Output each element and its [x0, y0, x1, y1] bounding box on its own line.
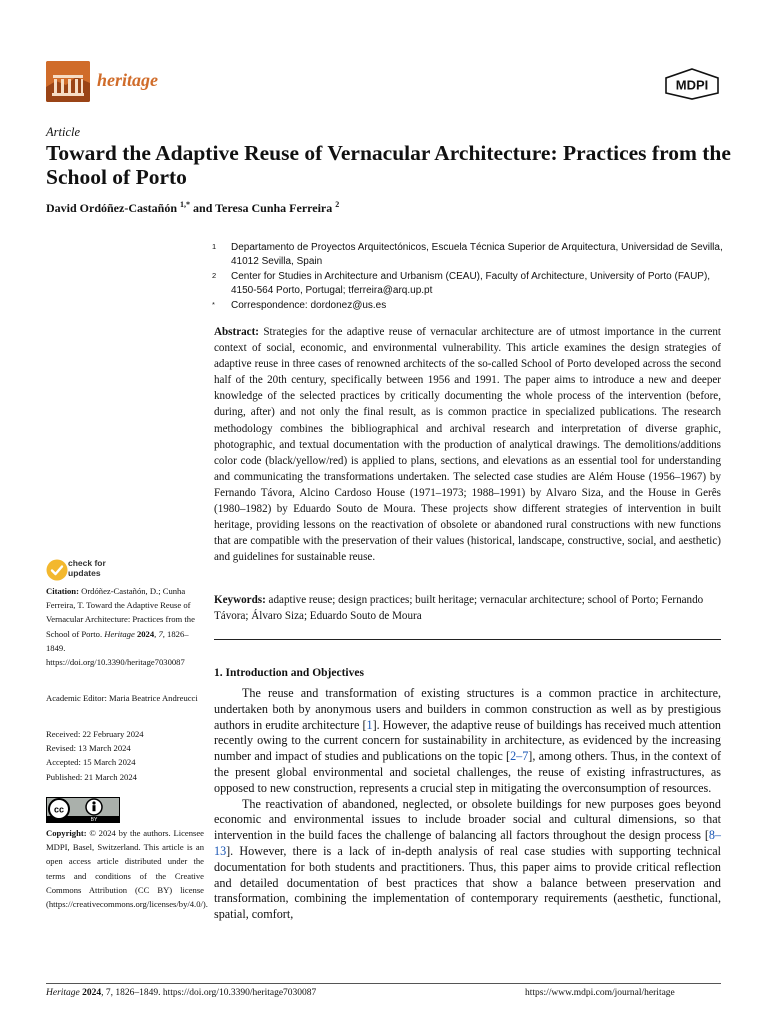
date-received: Received: 22 February 2024 — [46, 729, 144, 739]
keywords-text: adaptive reuse; design practices; built heritage; vernacular architecture; school of Porto; Fernando Távora; Álvaro Siza; Eduardo Souto de Moura — [214, 594, 704, 623]
affiliation-item — [212, 241, 727, 269]
copyright-notice: Copyright: © 2024 by the authors. Licensee MDPI, Basel, Switzerland. This article is an open access article distributed under the terms and conditions of the Creative Commons Attribution (CC BY) license (https://creativecommons.org/licenses/by/4.0/). — [46, 828, 208, 910]
affiliation-mark: * — [212, 300, 215, 309]
footer-url[interactable]: https://www.mdpi.com/journal/heritage — [525, 988, 675, 998]
section-heading: 1. Introduction and Objectives — [214, 667, 364, 679]
check-updates-icon — [46, 559, 68, 581]
academic-editor: Academic Editor: Maria Beatrice Andreucci — [46, 693, 198, 703]
abstract — [214, 324, 721, 565]
author-affiliation-mark: 2 — [335, 200, 340, 209]
date-accepted: Accepted: 15 March 2024 — [46, 757, 136, 768]
article-title: Toward the Adaptive Reuse of Vernacular Architecture: Practices from the School of Porto — [46, 141, 731, 189]
paragraph: The reuse and transformation of existing structures is a common practice in architecture, undertaken both by anonymous users and builders in common construction as well as by prestigious authors in erudite architecture [1]. However, the adaptive reuse of buildings has received much attention recently owing to the current concern for sustainability in architecture, as evidenced by the increasing number and impact of studies and publications on the topic [2–7], among others. Thus, in the context of the present global environmental and societal challenges, the reuse of existing infrastructures, as opposed to new construction, represents a crucial step in mitigating the overconsumption of resources. — [214, 686, 722, 795]
citation-link[interactable]: 8–13 — [214, 828, 721, 858]
svg-text:cc: cc — [53, 804, 65, 815]
mdpi-logo — [664, 68, 720, 100]
copyright-label: Copyright: — [46, 828, 87, 838]
author-name: David Ordóñez-Castañón — [46, 201, 178, 215]
affiliation-item — [212, 270, 727, 298]
abstract-label: Abstract: — [214, 326, 259, 338]
author-list — [46, 200, 339, 216]
check-for-updates-button[interactable] — [46, 558, 186, 582]
journal-name: heritage — [97, 70, 158, 90]
affiliation-text: Center for Studies in Architecture and Urbanism (CEAU), Faculty of Architecture, University of Porto (FAUP), 4150-564 Porto, Portugal; tferreira@arq.up.pt — [231, 271, 711, 296]
affiliations — [212, 241, 727, 314]
cc-by-label: BY — [90, 817, 98, 823]
citation-link[interactable]: 1 — [366, 717, 373, 732]
divider — [214, 639, 721, 640]
citation-block: Citation: Ordóñez-Castañón, D.; Cunha Ferreira, T. Toward the Adaptive Reuse of Vernacular Architecture: Practices from the School of Porto. Heritage 2024, 7, 1826–1849. https://doi.org/10.3390/heritage7030087 — [46, 586, 195, 668]
affiliation-text: Correspondence: dordonez@us.es — [231, 300, 387, 311]
abstract-text: Strategies for the adaptive reuse of vernacular architecture are of utmost importance in the current context of social, economic, and environmental vulnerability. This article examines the design strategies of adaptive reuse in three cases of renowned architects of the so-called School of Porto developed across the second half of the 20th century, specifically between 1956 and 1991. The paper aims to introduce a new and deeper knowledge of the selected practices by critically documenting the whole process of the intervention (before, during, after) and not only the final result, as is common practice in specialized publications. The research methodology combines the bibliographical and archival research and interpretation of diverse graphic, photographic, and textual documentation with the production of analytical drawings. The demolitions/additions color code (black/yellow/red) is applied to plans, sections, and elevations as an essential tool for understanding and communicating the transformations undertaken. The selected case studies are Além House (1956–1967) by Fernando Távora, Alcino Cardoso House (1971–1973; 1988–1991) by Alvaro Siza, and the House in Gerês (1980–1982) by Eduardo Souto de Moura. These projects show different strategies of intervention in built heritage, providing lessons on the reactivation of obsolete or abandoned rural constructions with new functions that are compatible with the preservation of their values (historical, landscape, constructive, social, and aesthetic) and guidelines for sustainable reuse. — [214, 326, 721, 564]
cc-by-license-badge[interactable] — [46, 797, 120, 823]
footer-citation: Heritage 2024, 7, 1826–1849. https://doi.org/10.3390/heritage7030087 — [46, 988, 317, 998]
affiliation-text: Departamento de Proyectos Arquitectónicos, Escuela Técnica Superior de Arquitectura, Universidad de Sevilla, 41012 Sevilla, Spain — [231, 242, 723, 267]
author-joiner: and — [190, 201, 216, 215]
keywords-label: Keywords: — [214, 594, 266, 606]
journal-logo — [46, 61, 90, 102]
affiliation-item — [212, 299, 727, 313]
citation-label: Citation: — [46, 586, 79, 596]
mdpi-text: MDPI — [675, 77, 709, 93]
affiliation-mark: 2 — [212, 271, 217, 280]
keywords — [214, 592, 721, 624]
date-revised: Revised: 13 March 2024 — [46, 743, 131, 754]
author-name: Teresa Cunha Ferreira — [215, 201, 333, 215]
publication-dates — [46, 727, 204, 784]
citation-link[interactable]: 2–7 — [510, 749, 529, 764]
article-type: Article — [46, 125, 81, 139]
check-updates-label: check for updates — [68, 558, 106, 578]
affiliation-mark: 1 — [212, 242, 217, 251]
paragraph: The reactivation of abandoned, neglected, or obsolete buildings for new purposes goes beyond economic and environmental issues to include broader social and cultural dimensions, so that intervention in the build faces the challenge of balancing all factors throughout the design process [8–13]. However, there is a lack of in-depth analysis of real case studies with supporting technical documentation for both students and practitioners. Thus, this paper aims to provide critical reflection and detailed documentation of best practices that show a balance between preservation and transformation, combining the implementation of contemporary requirements (aesthetic, functional, spatial, comfort, — [214, 796, 721, 922]
body-text — [214, 686, 721, 923]
date-published: Published: 21 March 2024 — [46, 771, 137, 782]
footer-divider — [46, 983, 721, 984]
author-affiliation-mark: 1,* — [180, 200, 191, 209]
